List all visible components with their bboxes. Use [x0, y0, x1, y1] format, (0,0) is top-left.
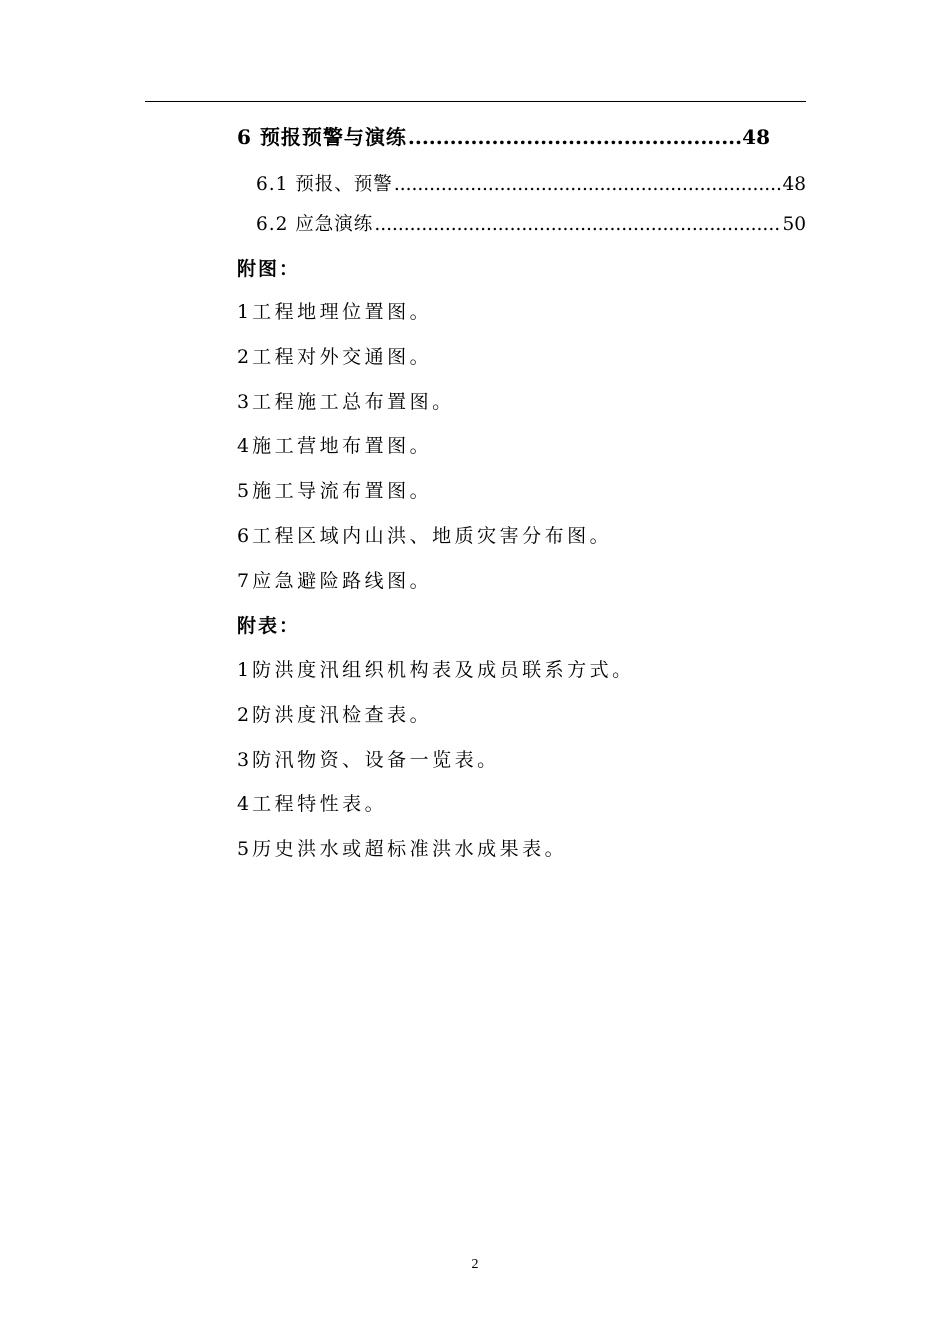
item-text: 防汛物资、设备一览表。	[252, 748, 500, 771]
item-number: 5	[237, 838, 250, 861]
toc-section-6-2[interactable]	[256, 213, 806, 237]
item-text: 工程对外交通图。	[252, 345, 433, 368]
item-text: 工程地理位置图。	[252, 301, 433, 323]
page-number: 2	[471, 1257, 479, 1272]
item-text: 工程特性表。	[252, 793, 388, 816]
item-text: 工程施工总布置图。	[252, 390, 455, 413]
item-text: 应急避险路线图。	[252, 569, 433, 592]
tables-list	[237, 658, 635, 882]
item-number: 4	[237, 793, 250, 816]
item-number: 3	[237, 390, 250, 413]
toc-chapter-label: 6 预报预警与演练	[237, 125, 407, 149]
item-text: 工程区域内山洪、地质灾害分布图。	[252, 524, 613, 547]
toc-section-label: 6.2 应急演练	[256, 214, 374, 235]
list-item	[237, 792, 635, 837]
list-item	[237, 703, 635, 748]
item-number: 6	[237, 524, 250, 547]
tables-heading: 附表：	[237, 615, 301, 637]
list-item	[237, 748, 635, 793]
toc-chapter-6[interactable]	[237, 125, 770, 149]
list-item	[237, 837, 635, 882]
item-number: 2	[237, 345, 250, 368]
toc-leader-dots	[394, 173, 782, 197]
header-rule	[145, 101, 806, 102]
list-item	[237, 569, 612, 614]
item-text: 施工营地布置图。	[252, 435, 433, 458]
list-item	[237, 524, 612, 569]
list-item	[237, 434, 612, 479]
list-item	[237, 658, 635, 703]
item-text: 施工导流布置图。	[252, 480, 433, 503]
item-number: 1	[237, 301, 250, 323]
toc-section-page: 48	[782, 174, 806, 195]
figures-list	[237, 300, 612, 614]
list-item	[237, 390, 612, 435]
list-item	[237, 345, 612, 390]
toc-chapter-page: 48	[742, 125, 770, 149]
item-number: 4	[237, 435, 250, 458]
item-number: 7	[237, 569, 250, 592]
item-number: 1	[237, 659, 250, 681]
list-item	[237, 300, 612, 345]
item-text: 历史洪水或超标准洪水成果表。	[252, 838, 568, 861]
item-number: 5	[237, 480, 250, 503]
figures-heading: 附图：	[237, 258, 301, 280]
item-number: 3	[237, 748, 250, 771]
list-item	[237, 479, 612, 524]
item-text: 防洪度汛组织机构表及成员联系方式。	[252, 659, 635, 681]
item-text: 防洪度汛检查表。	[252, 703, 433, 726]
toc-leader-dots	[374, 213, 781, 237]
toc-section-page: 50	[782, 214, 806, 235]
toc-section-label: 6.1 预报、预警	[256, 174, 393, 195]
toc-section-6-1[interactable]	[256, 173, 806, 197]
toc-leader-dots	[408, 125, 741, 149]
item-number: 2	[237, 703, 250, 726]
